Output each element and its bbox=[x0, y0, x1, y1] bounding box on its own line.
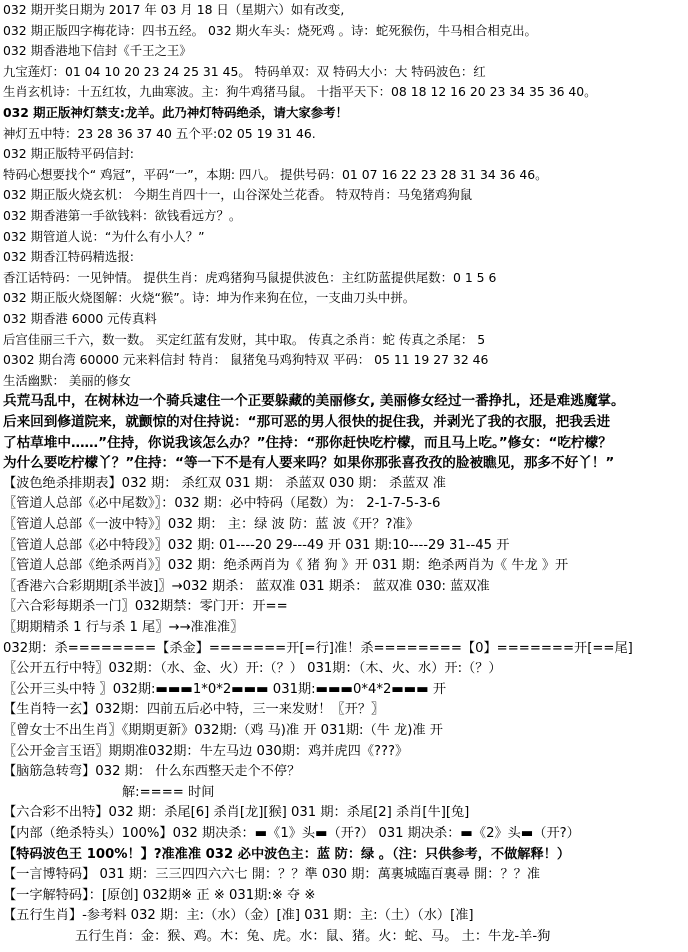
kill-row-tail-line: 032期：杀========【杀金】=======开[=行]准！杀========【0】=======开[==尾] bbox=[3, 641, 633, 656]
one-wave-line: 〖管道人总部《一波中特》〗032 期： 主：绿 波 防：蓝 波《开？?准》 bbox=[3, 517, 419, 532]
hk-fax-title: 032 期香港 6000 元传真料 bbox=[3, 311, 157, 326]
story-line-1: 兵荒马乱中，在树林边一个骑兵逮住一个正要躲藏的美丽修女, 美丽修女经过一番挣扎，还是难逃魔掌。 bbox=[3, 393, 625, 409]
hk-first-hand-line: 032 期香港第一手欲钱料：欲钱看远方？。 bbox=[3, 208, 242, 223]
zodiac-mystery-line: 【生肖特一玄】032期：四前五后必中特，三一来发财！〖开？〗 bbox=[3, 702, 385, 717]
lotus-lamp-line: 九宝莲灯：01 04 10 20 23 24 25 31 45。 特码单双：双 特码大小：大 特码波色：红 bbox=[3, 64, 486, 79]
kill-one-door-line: 〖六合彩每期杀一门〗032期禁：零门开：开== bbox=[3, 599, 288, 614]
divine-lamp-line: 032 期正版神灯禁支:龙羊。此乃神灯特码绝杀，请大家参考！ bbox=[3, 105, 348, 120]
five-element-mapping-line: 五行生肖：金：猴、鸡。木：兔、虎。水：鼠、猪。火：蛇、马。 土：牛龙-羊-狗 bbox=[75, 929, 551, 944]
golden-words-line: 〖公开金言玉语〗期期准032期：牛左马边 030期：鸡并虎四《???》 bbox=[3, 744, 409, 759]
flat-code-letter-title: 032 期正版特平码信封: bbox=[3, 146, 134, 161]
plum-poem-line: 032 期正版四字梅花诗：四书五经。 032 期火车头：烧死鸡 。诗：蛇死猴伤，牛马相合相克出。 bbox=[3, 23, 537, 38]
underground-letter-title: 032 期香港地下信封《千王之王》 bbox=[3, 43, 192, 58]
five-elements-line: 〖公开五行中特〗032期：（水、金、火）开:（？） 031期：（木、火、水）开:（？） bbox=[3, 661, 502, 676]
divine-lamp-five-line: 神灯五中特：23 28 36 37 40 五个平:02 05 19 31 46. bbox=[3, 126, 316, 141]
taiwan-letter-line: 0302 期台湾 60000 元来料信封 特肖： 鼠猪兔马鸡狗特双 平码： 05 11 19 27 32 46 bbox=[3, 352, 489, 367]
no-special-line: 【六合彩不出特】032 期：杀尾[6] 杀肖[龙][猴] 031 期：杀尾[2] 杀肖[牛][兔] bbox=[3, 805, 470, 820]
story-line-3: 了枯草堆中……”住持，你说我该怎么办？”住持：“那你赶快吃柠檬，而且马上吃。”修女：“吃柠檬？ bbox=[3, 435, 612, 451]
hk-fax-line: 后宫佳丽三千六，数一数。 买定红蓝有发财，其中取。 传真之杀肖：蛇 传真之杀尾： 5 bbox=[3, 332, 486, 347]
fire-diagram-line: 032 期正版火烧图解：火烧“猴”。诗：坤为作来狗在位，一支曲刀头中拼。 bbox=[3, 290, 416, 305]
special-code-wish-line: 特码心想要找个“ 鸡冠”，平码“一”，本期: 四八。 提供号码：01 07 16 22 23 28 31 34 36 46。 bbox=[3, 167, 548, 182]
story-line-4: 为什么要吃柠檬丫？”住持：“等一下不是有人要来吗？如果你那张喜孜孜的脸被瞧见，那多不好丫！” bbox=[3, 455, 615, 471]
xiangjiang-line: 香江话特码：一见钟情。 提供生肖：虎鸡猪狗马鼠提供波色：主红防蓝提供尾数：0 1 5 6 bbox=[3, 270, 497, 285]
must-segment-line: 〖管道人总部《必中特段》〗032 期: 01----20 29---49 开 031 期:10----29 31--45 开 bbox=[3, 538, 510, 553]
humor-title: 生活幽默： 美丽的修女 bbox=[3, 373, 131, 388]
xiangjiang-title: 032 期香江特码精选报: bbox=[3, 249, 134, 264]
pipeline-man-line: 032 期管道人说：“为什么有小人？” bbox=[3, 229, 205, 244]
five-element-zodiac-line: 【五行生肖】-参考料 032 期：主:（水）（金）[准] 031 期：主:（土）（水）[准] bbox=[3, 908, 474, 923]
fire-mystery-line: 032 期正版火烧玄机： 今期生肖四十一，山谷深处兰花香。 特双特肖：马兔猪鸡狗鼠 bbox=[3, 187, 473, 202]
draw-date-line: 032 期开奖日期为 2017 年 03 月 18 日（星期六）如有改变, bbox=[3, 2, 345, 17]
kill-half-wave-line: 〖香港六合彩期期[杀半波]〗→032 期杀： 蓝双准 031 期杀： 蓝双准 030: 蓝双准 bbox=[3, 579, 490, 594]
kill-row-tail-title: 〖期期精杀 1 行与杀 1 尾〗→→准准准〗 bbox=[3, 620, 244, 635]
one-phrase-line: 【一言博特码】 031 期：三三四四六六七 開：？？準 030 期：萬裏城臨百裏尋 開：？？准 bbox=[3, 867, 541, 882]
zodiac-poem-line: 生肖玄机诗：十五红妆，九曲寒波。主：狗牛鸡猪马鼠。 十指平天下：08 18 12 16 20 23 34 35 36 40。 bbox=[3, 84, 597, 99]
kill-head-line: 【内部（绝杀特头）100%】032 期决杀：▬《1》头▬（开?） 031 期决杀：▬《2》头▬（开?） bbox=[3, 826, 580, 841]
wave-king-line: 【特码波色王 100%！】?准准准 032 必中波色主：蓝 防：绿 。（注：只供参考，不做解释！） bbox=[3, 847, 571, 862]
riddle-answer: 解:==== 时间 bbox=[122, 785, 215, 800]
riddle-line: 【脑筋急转弯】032 期： 什么东西整天走个不停？ bbox=[3, 764, 301, 779]
ms-zeng-line: 〖曾女士不出生肖〗《期期更新》032期:（鸡 马)准 开 031期:（牛 龙)准 开 bbox=[3, 723, 443, 738]
kill-two-zodiac-line: 〖管道人总部《绝杀两肖》〗032 期：绝杀两肖为《 猪 狗 》开 031 期：绝杀两肖为《 牛龙 》开 bbox=[3, 558, 569, 573]
story-line-2: 后来回到修道院来，就颤惊的对住持说：“那可恶的男人很快的捉住我，并剥光了我的衣服，把我丢进 bbox=[3, 414, 611, 430]
wave-color-kill-line: 【波色绝杀排期表】032 期： 杀红双 031 期： 杀蓝双 030 期： 杀蓝双 准 bbox=[3, 476, 446, 491]
three-heads-line: 〖公开三头中特 〗032期:▬▬▬1*0*2▬▬▬ 031期:▬▬▬0*4*2▬▬▬ 开 bbox=[3, 682, 447, 697]
must-tail-line: 〖管道人总部《必中尾数》〗：032 期：必中特码（尾数）为： 2-1-7-5-3-6 bbox=[3, 496, 441, 511]
one-word-line: 【一字解特码】：[原创] 032期※ 正 ※ 031期:※ 夺 ※ bbox=[3, 888, 316, 903]
